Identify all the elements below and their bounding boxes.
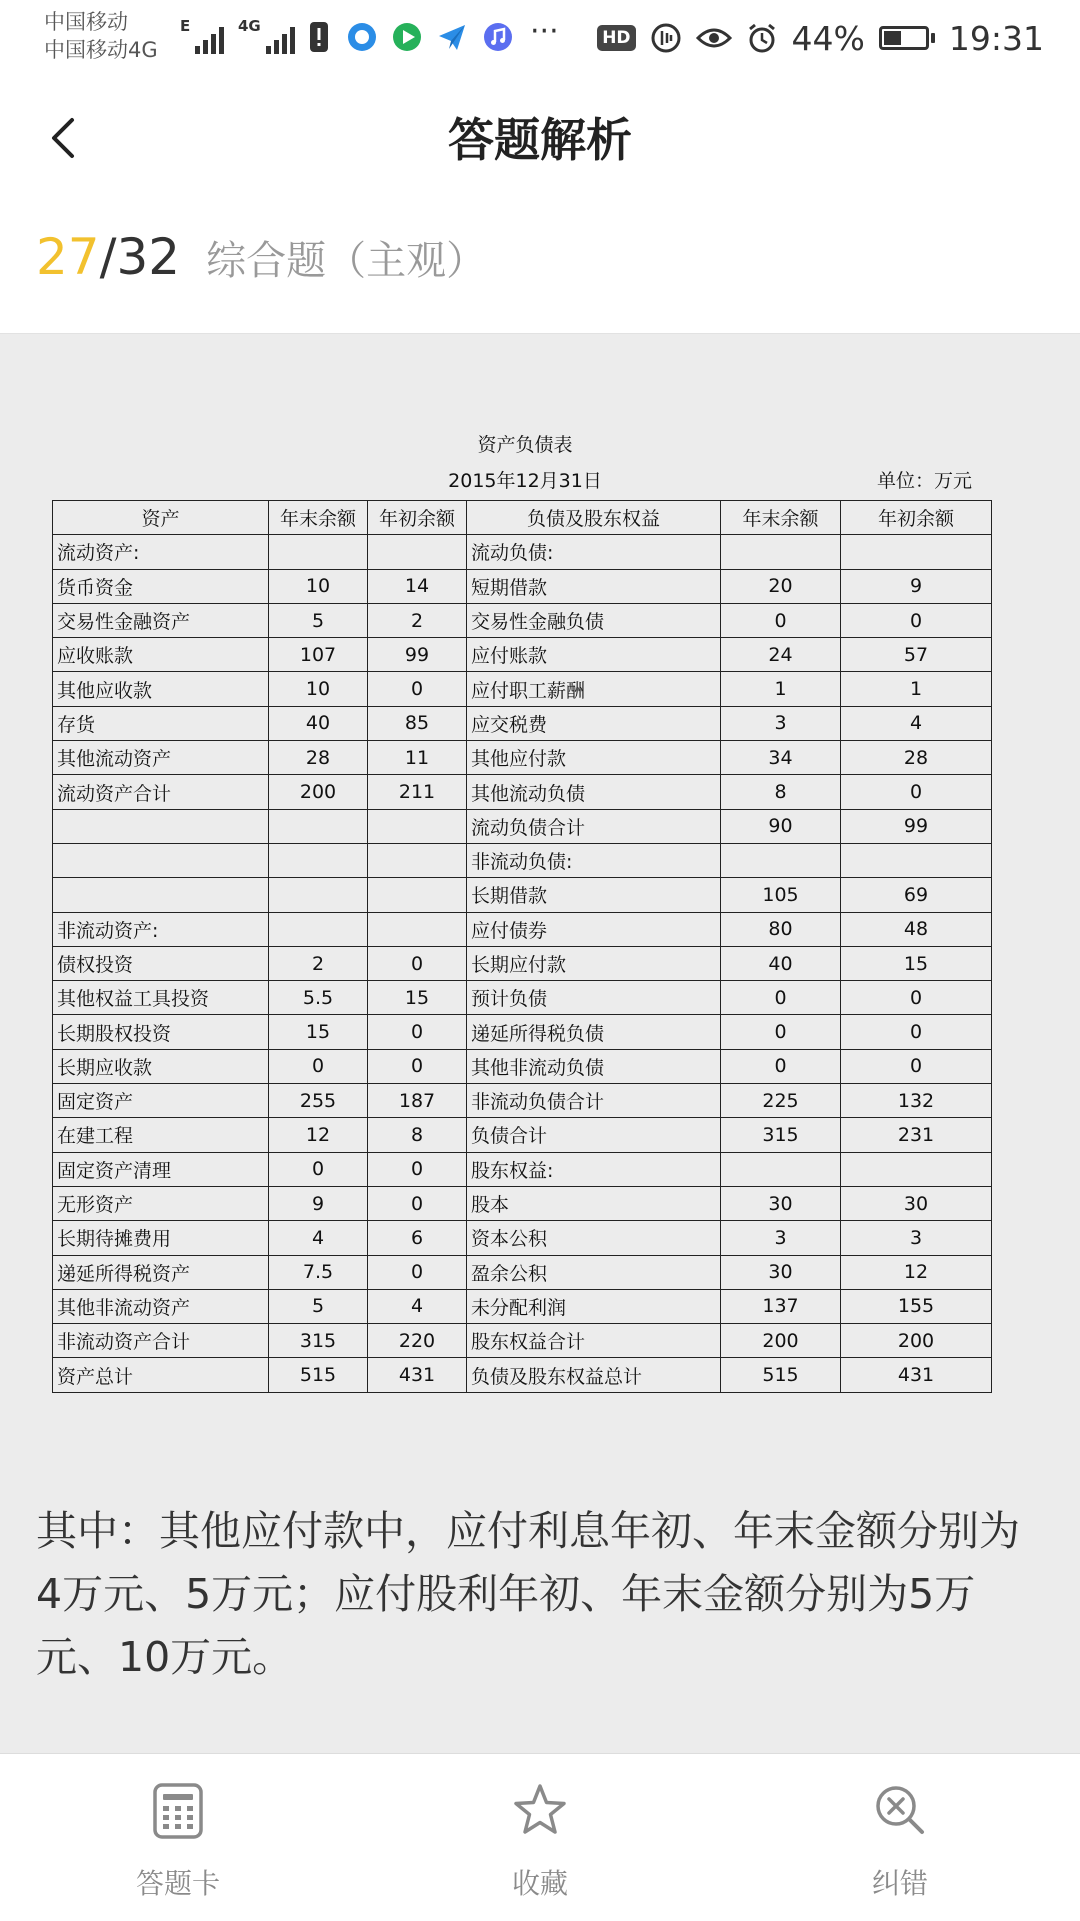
table-cell: 0: [721, 981, 841, 1015]
carrier-1: 中国移动: [44, 10, 128, 34]
table-cell: 48: [841, 912, 992, 946]
table-cell: 存货: [53, 706, 269, 740]
star-icon: [512, 1782, 568, 1838]
table-cell: [269, 843, 368, 877]
table-cell: 其他非流动资产: [53, 1289, 269, 1323]
table-cell: 盈余公积: [467, 1255, 721, 1289]
table-cell: 5.5: [269, 981, 368, 1015]
table-cell: 155: [841, 1289, 992, 1323]
table-cell: 应收账款: [53, 638, 269, 672]
table-row: [53, 912, 992, 946]
table-cell: [269, 535, 368, 569]
table-cell: 其他流动资产: [53, 741, 269, 775]
table-row: [53, 1358, 992, 1392]
table-cell: 40: [269, 706, 368, 740]
table-cell: 长期借款: [467, 878, 721, 912]
data-saver-icon: [650, 22, 682, 54]
video-app-icon: [392, 22, 422, 52]
balance-sheet-table: [52, 500, 992, 1393]
answer-card-icon: [150, 1782, 206, 1840]
table-cell: 递延所得税负债: [467, 1015, 721, 1049]
table-row: [53, 1186, 992, 1220]
table-cell: 12: [841, 1255, 992, 1289]
table-cell: 非流动资产:: [53, 912, 269, 946]
question-total: /32: [99, 228, 181, 286]
table-cell: [368, 843, 467, 877]
table-cell: 0: [841, 603, 992, 637]
table-cell: 6: [368, 1221, 467, 1255]
table-cell: 40: [721, 946, 841, 980]
table-cell: 30: [721, 1186, 841, 1220]
table-cell: 7.5: [269, 1255, 368, 1289]
table-cell: 交易性金融负债: [467, 603, 721, 637]
table-cell: 4: [269, 1221, 368, 1255]
table-cell: 107: [269, 638, 368, 672]
table-cell: 1: [721, 672, 841, 706]
table-cell: 交易性金融资产: [53, 603, 269, 637]
table-cell: 其他应付款: [467, 741, 721, 775]
bottom-nav: [0, 1753, 1080, 1921]
table-cell: 负债合计: [467, 1118, 721, 1152]
table-row: [53, 809, 992, 843]
table-cell: 非流动负债:: [467, 843, 721, 877]
table-cell: 30: [721, 1255, 841, 1289]
signal-2-icon: [238, 18, 295, 54]
report-error-button[interactable]: [800, 1754, 1000, 1921]
table-row: [53, 843, 992, 877]
table-cell: 3: [841, 1221, 992, 1255]
table-cell: 0: [721, 1049, 841, 1083]
send-app-icon: [437, 22, 467, 52]
table-cell: 515: [269, 1358, 368, 1392]
table-cell: 固定资产清理: [53, 1152, 269, 1186]
table-cell: 0: [368, 1049, 467, 1083]
eye-comfort-icon: [696, 24, 732, 52]
table-cell: 0: [721, 1015, 841, 1049]
table-cell: 10: [269, 672, 368, 706]
table-cell: 5: [269, 603, 368, 637]
table-cell: [368, 878, 467, 912]
table-cell: 长期应付款: [467, 946, 721, 980]
table-cell: 11: [368, 741, 467, 775]
table-header-cell: 年初余额: [841, 501, 992, 535]
table-cell: 0: [721, 603, 841, 637]
table-cell: [368, 809, 467, 843]
table-cell: 57: [841, 638, 992, 672]
table-cell: 90: [721, 809, 841, 843]
table-row: [53, 981, 992, 1015]
table-cell: 应交税费: [467, 706, 721, 740]
table-cell: 24: [721, 638, 841, 672]
table-cell: 14: [368, 569, 467, 603]
table-cell: 0: [269, 1049, 368, 1083]
table-cell: 债权投资: [53, 946, 269, 980]
table-row: [53, 1049, 992, 1083]
table-cell: [53, 843, 269, 877]
report-error-label: 纠错: [871, 1867, 928, 1900]
table-cell: 递延所得税资产: [53, 1255, 269, 1289]
table-cell: 未分配利润: [467, 1289, 721, 1323]
table-cell: 220: [368, 1324, 467, 1358]
sheet-date: 2015年12月31日: [448, 470, 602, 492]
table-cell: 187: [368, 1084, 467, 1118]
table-cell: 0: [841, 981, 992, 1015]
table-cell: 231: [841, 1118, 992, 1152]
table-cell: [721, 1152, 841, 1186]
table-cell: 3: [721, 706, 841, 740]
table-row: [53, 775, 992, 809]
table-cell: [269, 878, 368, 912]
table-cell: 负债及股东权益总计: [467, 1358, 721, 1392]
status-right: [597, 14, 1044, 62]
table-cell: 431: [841, 1358, 992, 1392]
table-cell: 99: [841, 809, 992, 843]
table-cell: 200: [841, 1324, 992, 1358]
table-cell: 0: [841, 1049, 992, 1083]
table-cell: 资产总计: [53, 1358, 269, 1392]
error-search-icon: [872, 1782, 928, 1838]
table-cell: [53, 809, 269, 843]
table-cell: 34: [721, 741, 841, 775]
table-cell: 515: [721, 1358, 841, 1392]
table-cell: [841, 535, 992, 569]
table-header-cell: 资产: [53, 501, 269, 535]
table-cell: 0: [269, 1152, 368, 1186]
table-cell: 8: [368, 1118, 467, 1152]
table-row: [53, 1015, 992, 1049]
table-row: [53, 1221, 992, 1255]
table-cell: 应付债券: [467, 912, 721, 946]
table-row: [53, 672, 992, 706]
table-cell: 69: [841, 878, 992, 912]
signal-2-label: 4G: [238, 17, 261, 35]
table-cell: [53, 878, 269, 912]
table-cell: 4: [368, 1289, 467, 1323]
table-row: [53, 569, 992, 603]
table-cell: 255: [269, 1084, 368, 1118]
table-cell: 0: [841, 1015, 992, 1049]
favorite-label: 收藏: [511, 1867, 568, 1900]
table-cell: 0: [368, 946, 467, 980]
table-cell: 0: [368, 1186, 467, 1220]
table-cell: 短期借款: [467, 569, 721, 603]
table-cell: 非流动资产合计: [53, 1324, 269, 1358]
table-cell: 15: [841, 946, 992, 980]
question-current-number: 27: [36, 228, 100, 286]
hd-badge: HD: [597, 25, 635, 51]
table-row: [53, 1084, 992, 1118]
table-cell: 315: [269, 1324, 368, 1358]
table-cell: 0: [368, 672, 467, 706]
table-cell: [368, 535, 467, 569]
table-cell: 长期应收款: [53, 1049, 269, 1083]
table-cell: 132: [841, 1084, 992, 1118]
question-meta: [36, 228, 486, 298]
table-cell: 无形资产: [53, 1186, 269, 1220]
table-cell: 流动资产:: [53, 535, 269, 569]
table-cell: 非流动负债合计: [467, 1084, 721, 1118]
table-cell: 应付账款: [467, 638, 721, 672]
table-cell: 431: [368, 1358, 467, 1392]
table-cell: [841, 1152, 992, 1186]
table-header-cell: 负债及股东权益: [467, 501, 721, 535]
notification-alert-icon: [308, 20, 330, 54]
table-cell: 流动资产合计: [53, 775, 269, 809]
question-note: 其中：其他应付款中，应付利息年初、年末金额分别为4万元、5万元；应付股利年初、年末金额分别为5万元、10万元。: [36, 1507, 1020, 1681]
table-cell: [269, 809, 368, 843]
table-cell: 长期股权投资: [53, 1015, 269, 1049]
table-cell: 流动负债合计: [467, 809, 721, 843]
table-cell: 长期待摊费用: [53, 1221, 269, 1255]
table-cell: 9: [841, 569, 992, 603]
table-cell: 15: [269, 1015, 368, 1049]
table-row: [53, 638, 992, 672]
table-cell: 0: [368, 1015, 467, 1049]
table-cell: 137: [721, 1289, 841, 1323]
more-notifications-icon: ···: [530, 14, 559, 49]
header-bar: [0, 78, 1080, 198]
table-cell: 2: [269, 946, 368, 980]
table-cell: 9: [269, 1186, 368, 1220]
signal-1-icon: [180, 18, 224, 54]
table-cell: [721, 843, 841, 877]
table-cell: 股东权益合计: [467, 1324, 721, 1358]
music-app-icon: [483, 22, 513, 52]
table-header-cell: 年初余额: [368, 501, 467, 535]
table-cell: 其他应收款: [53, 672, 269, 706]
table-row: [53, 1324, 992, 1358]
table-cell: 其他非流动负债: [467, 1049, 721, 1083]
table-cell: [269, 912, 368, 946]
status-bar: [0, 0, 1080, 78]
favorite-button[interactable]: [440, 1754, 640, 1921]
table-cell: 80: [721, 912, 841, 946]
table-header-cell: 年末余额: [269, 501, 368, 535]
question-type: 综合题（主观）: [206, 238, 487, 284]
table-cell: 5: [269, 1289, 368, 1323]
table-row: [53, 878, 992, 912]
table-header-cell: 年末余额: [721, 501, 841, 535]
table-cell: 105: [721, 878, 841, 912]
table-row: [53, 1255, 992, 1289]
table-cell: [841, 843, 992, 877]
answer-card-label: 答题卡: [135, 1867, 220, 1900]
table-cell: 流动负债:: [467, 535, 721, 569]
carrier-2: 中国移动4G: [44, 38, 158, 62]
table-cell: 2: [368, 603, 467, 637]
table-cell: 资本公积: [467, 1221, 721, 1255]
table-cell: 股东权益:: [467, 1152, 721, 1186]
table-cell: 28: [269, 741, 368, 775]
table-cell: 在建工程: [53, 1118, 269, 1152]
table-cell: 211: [368, 775, 467, 809]
table-cell: 3: [721, 1221, 841, 1255]
browser-app-icon: [347, 22, 377, 52]
table-cell: 0: [841, 775, 992, 809]
answer-card-button[interactable]: [78, 1754, 278, 1921]
battery-icon: [879, 26, 935, 50]
table-cell: 8: [721, 775, 841, 809]
carrier-info: [44, 8, 158, 64]
table-cell: 200: [721, 1324, 841, 1358]
table-cell: 预计负债: [467, 981, 721, 1015]
table-cell: 15: [368, 981, 467, 1015]
page-title: 答题解析: [448, 113, 632, 167]
table-cell: 应付职工薪酬: [467, 672, 721, 706]
signal-1-label: E: [180, 17, 191, 35]
table-cell: 4: [841, 706, 992, 740]
table-cell: 1: [841, 672, 992, 706]
table-cell: 0: [368, 1152, 467, 1186]
table-cell: 200: [269, 775, 368, 809]
sheet-title: 资产负债表: [477, 434, 573, 456]
table-cell: 10: [269, 569, 368, 603]
table-cell: 28: [841, 741, 992, 775]
table-row: [53, 535, 992, 569]
table-cell: 固定资产: [53, 1084, 269, 1118]
table-cell: [721, 535, 841, 569]
table-row: [53, 603, 992, 637]
table-row: [53, 946, 992, 980]
table-cell: 货币资金: [53, 569, 269, 603]
table-row: [53, 1289, 992, 1323]
table-cell: [368, 912, 467, 946]
table-cell: 315: [721, 1118, 841, 1152]
table-header-row: [53, 501, 992, 535]
sheet-unit: 单位：万元: [876, 470, 972, 492]
clock: 19:31: [948, 18, 1044, 58]
table-cell: 85: [368, 706, 467, 740]
table-row: [53, 741, 992, 775]
alarm-icon: [746, 22, 778, 54]
table-cell: 30: [841, 1186, 992, 1220]
table-row: [53, 1152, 992, 1186]
table-cell: 99: [368, 638, 467, 672]
table-cell: 12: [269, 1118, 368, 1152]
table-row: [53, 706, 992, 740]
battery-percent: 44%: [791, 18, 865, 58]
table-row: [53, 1118, 992, 1152]
question-content: [0, 333, 1080, 1754]
table-cell: 225: [721, 1084, 841, 1118]
table-cell: 其他权益工具投资: [53, 981, 269, 1015]
table-cell: 20: [721, 569, 841, 603]
table-cell: 0: [368, 1255, 467, 1289]
table-cell: 股本: [467, 1186, 721, 1220]
table-cell: 其他流动负债: [467, 775, 721, 809]
